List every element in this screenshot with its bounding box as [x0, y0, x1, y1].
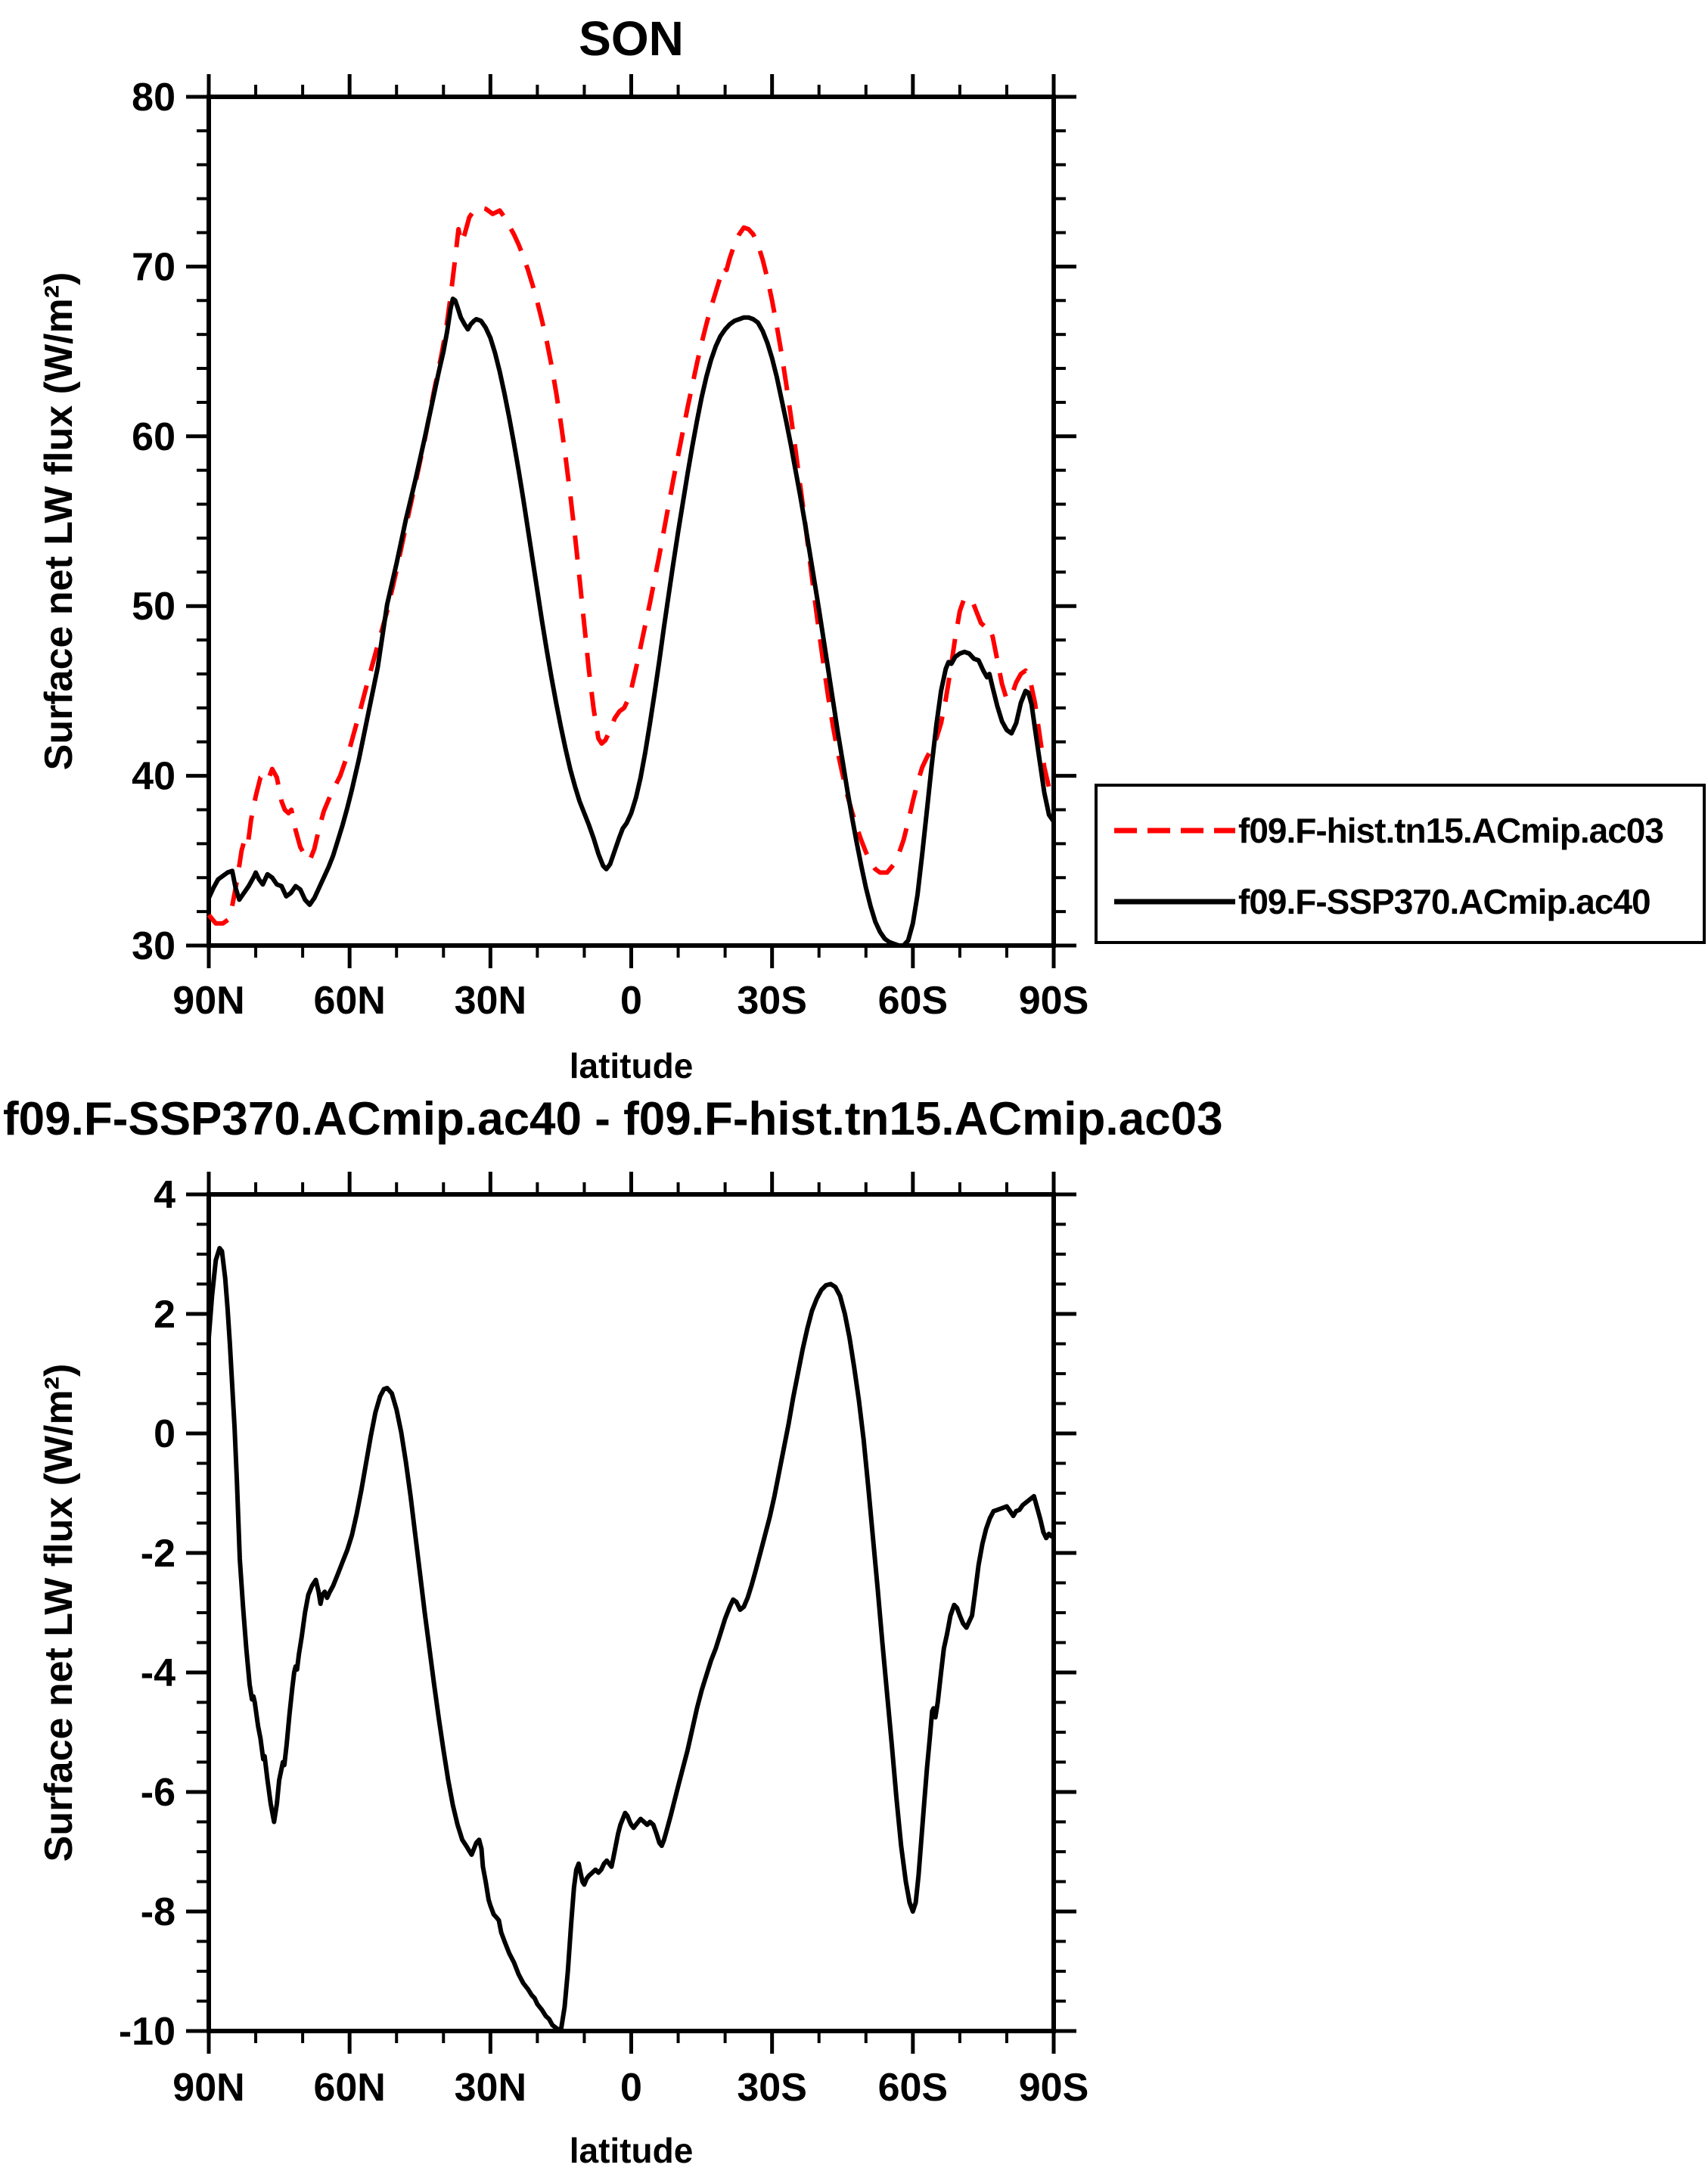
bottom-chart-title: f09.F-SSP370.ACmip.ac40 - f09.F-hist.tn15.ACmip.ac03: [3, 1093, 1223, 1145]
y-ticks: [119, 1173, 1076, 2054]
y-tick-label: 60: [132, 415, 175, 459]
legend-entry-ssp: [1111, 879, 1697, 924]
x-tick-label: 0: [620, 979, 642, 1023]
x-tick-label: 30S: [737, 979, 807, 1023]
x-tick-label: 30N: [454, 979, 527, 1023]
hist-dashed-line-icon: [1111, 808, 1238, 853]
legend-entry-hist: [1111, 808, 1697, 853]
x-tick-label: 60N: [313, 2066, 386, 2110]
series-line-1: [209, 299, 1054, 946]
chart-0: [132, 74, 1088, 1023]
x-tick-label: 90N: [172, 2066, 245, 2110]
legend-box: [1095, 784, 1706, 944]
y-tick-label: 2: [154, 1293, 175, 1337]
chart-1: [119, 1172, 1088, 2110]
x-tick-label: 60N: [313, 979, 386, 1023]
y-tick-label: 4: [154, 1173, 175, 1217]
x-tick-label: 30N: [454, 2066, 527, 2110]
x-tick-label: 90N: [172, 979, 245, 1023]
y-tick-label: 70: [132, 245, 175, 290]
top-chart-x-axis-label: latitude: [569, 1046, 694, 1085]
series-line-0: [209, 1248, 1054, 2031]
x-tick-label: 60S: [877, 2066, 949, 2110]
x-tick-label: 60S: [877, 979, 949, 1023]
bottom-chart-x-axis-label: latitude: [569, 2131, 694, 2170]
y-tick-label: -2: [140, 1532, 175, 1576]
legend-label-hist: f09.F-hist.tn15.ACmip.ac03: [1238, 811, 1663, 850]
x-tick-label: 90S: [1018, 2066, 1089, 2110]
x-ticks: [172, 74, 1088, 1023]
y-tick-label: 40: [132, 754, 175, 799]
x-ticks: [172, 1172, 1088, 2110]
x-tick-label: 30S: [737, 2066, 807, 2110]
y-tick-label: 30: [132, 924, 175, 968]
top-chart-y-axis-label: Surface net LW flux (W/m²): [37, 272, 81, 771]
ssp-solid-line-icon: [1111, 879, 1238, 924]
y-tick-label: 50: [132, 585, 175, 629]
y-tick-label: 80: [132, 76, 175, 120]
y-tick-label: -4: [140, 1651, 175, 1695]
x-tick-label: 90S: [1018, 979, 1089, 1023]
y-tick-label: -8: [140, 1890, 175, 1934]
x-tick-label: 0: [620, 2066, 642, 2110]
legend-label-ssp: f09.F-SSP370.ACmip.ac40: [1238, 882, 1651, 921]
bottom-chart-y-axis-label: Surface net LW flux (W/m²): [37, 1363, 81, 1862]
y-tick-label: 0: [154, 1412, 175, 1456]
y-tick-label: -10: [118, 2010, 175, 2054]
axes-frame: [209, 1194, 1054, 2031]
y-tick-label: -6: [140, 1771, 175, 1815]
y-ticks: [132, 76, 1076, 968]
top-chart-title: SON: [579, 11, 684, 66]
